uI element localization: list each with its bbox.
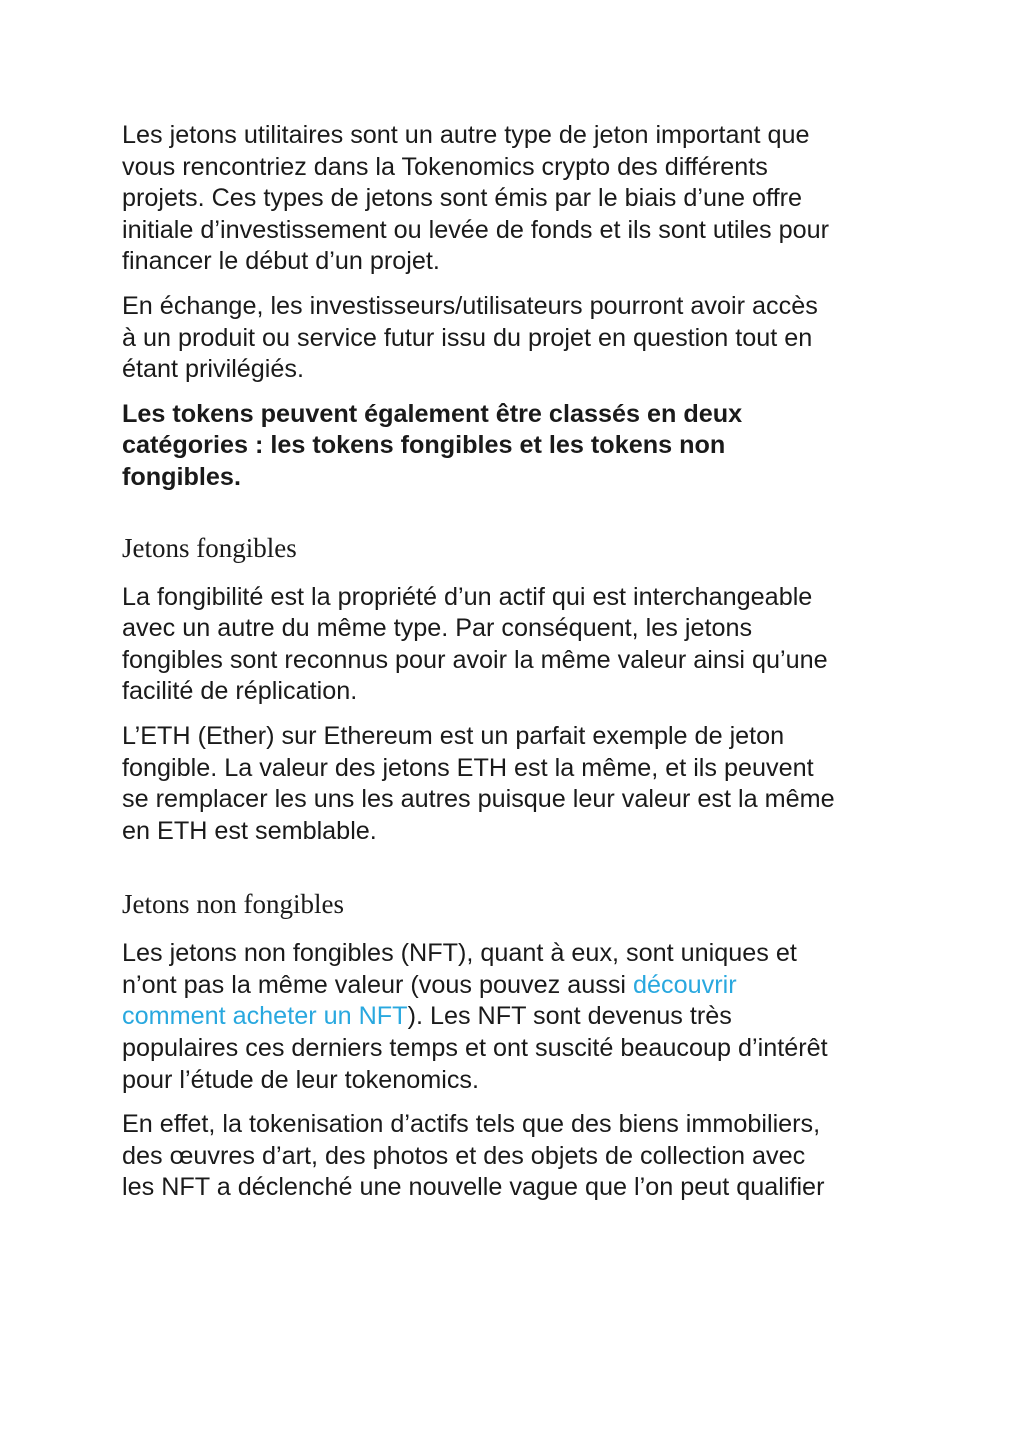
paragraph-fungibility [122, 582, 912, 708]
text-line: les NFT a déclenché une nouvelle vague que l’on peut qualifier [122, 1173, 825, 1202]
text-line: fongible. La valeur des jetons ETH est la même, et ils peuvent [122, 753, 814, 782]
text-line: en ETH est semblable. [122, 816, 377, 845]
text-fragment: n’ont pas la même valeur (vous pouvez aussi [122, 970, 634, 999]
text-line: L’ETH (Ether) sur Ethereum est un parfait exemple de jeton [122, 721, 785, 750]
text-line: Les tokens peuvent également être classés en deux [122, 399, 743, 428]
paragraph-exchange [122, 291, 912, 386]
nft-buy-link[interactable]: découvrir [633, 970, 737, 999]
paragraph-utility-tokens [122, 120, 912, 278]
document-page [122, 120, 912, 1217]
text-line: initiale d’investissement ou levée de fonds et ils sont utiles pour [122, 215, 830, 244]
text-line [122, 970, 912, 1002]
text-line [122, 1001, 912, 1033]
text-fragment: ). Les NFT sont devenus très [407, 1002, 732, 1031]
text-line: des œuvres d’art, des photos et des objets de collection avec [122, 1141, 806, 1170]
text-line: avec un autre du même type. Par conséquent, les jetons [122, 614, 753, 643]
text-line: Les jetons utilitaires sont un autre type de jeton important que [122, 121, 810, 149]
text-line: étant privilégiés. [122, 355, 305, 384]
heading-non-fungible-tokens: Jetons non fongibles [122, 889, 344, 920]
text-line: populaires ces derniers temps et ont suscité beaucoup d’intérêt [122, 1034, 828, 1063]
text-line: se remplacer les uns les autres puisque leur valeur est la même [122, 785, 835, 814]
text-line: à un produit ou service futur issu du projet en question tout en [122, 323, 813, 352]
text-line: projets. Ces types de jetons sont émis par le biais d’une offre [122, 184, 802, 213]
nft-buy-link-continued[interactable]: comment acheter un NFT [122, 1002, 408, 1031]
paragraph-eth-example [122, 721, 912, 847]
text-line: pour l’étude de leur tokenomics. [122, 1065, 480, 1094]
text-line: La fongibilité est la propriété d’un actif qui est interchangeable [122, 582, 813, 611]
text-line: catégories : les tokens fongibles et les tokens non [122, 431, 726, 460]
text-line: fongibles. [122, 462, 241, 491]
paragraph-token-categories [122, 399, 912, 494]
paragraph-nft [122, 938, 912, 1096]
heading-fungible-tokens: Jetons fongibles [122, 532, 297, 563]
paragraph-tokenization [122, 1109, 912, 1204]
text-line: En effet, la tokenisation d’actifs tels que des biens immobiliers, [122, 1110, 821, 1139]
text-line: Les jetons non fongibles (NFT), quant à eux, sont uniques et [122, 939, 797, 968]
text-line: facilité de réplication. [122, 677, 358, 706]
text-line: fongibles sont reconnus pour avoir la même valeur ainsi qu’une [122, 645, 828, 674]
text-line: En échange, les investisseurs/utilisateurs pourront avoir accès [122, 291, 818, 320]
text-line: financer le début d’un projet. [122, 247, 440, 276]
text-line: vous rencontriez dans la Tokenomics crypto des différents [122, 152, 768, 181]
